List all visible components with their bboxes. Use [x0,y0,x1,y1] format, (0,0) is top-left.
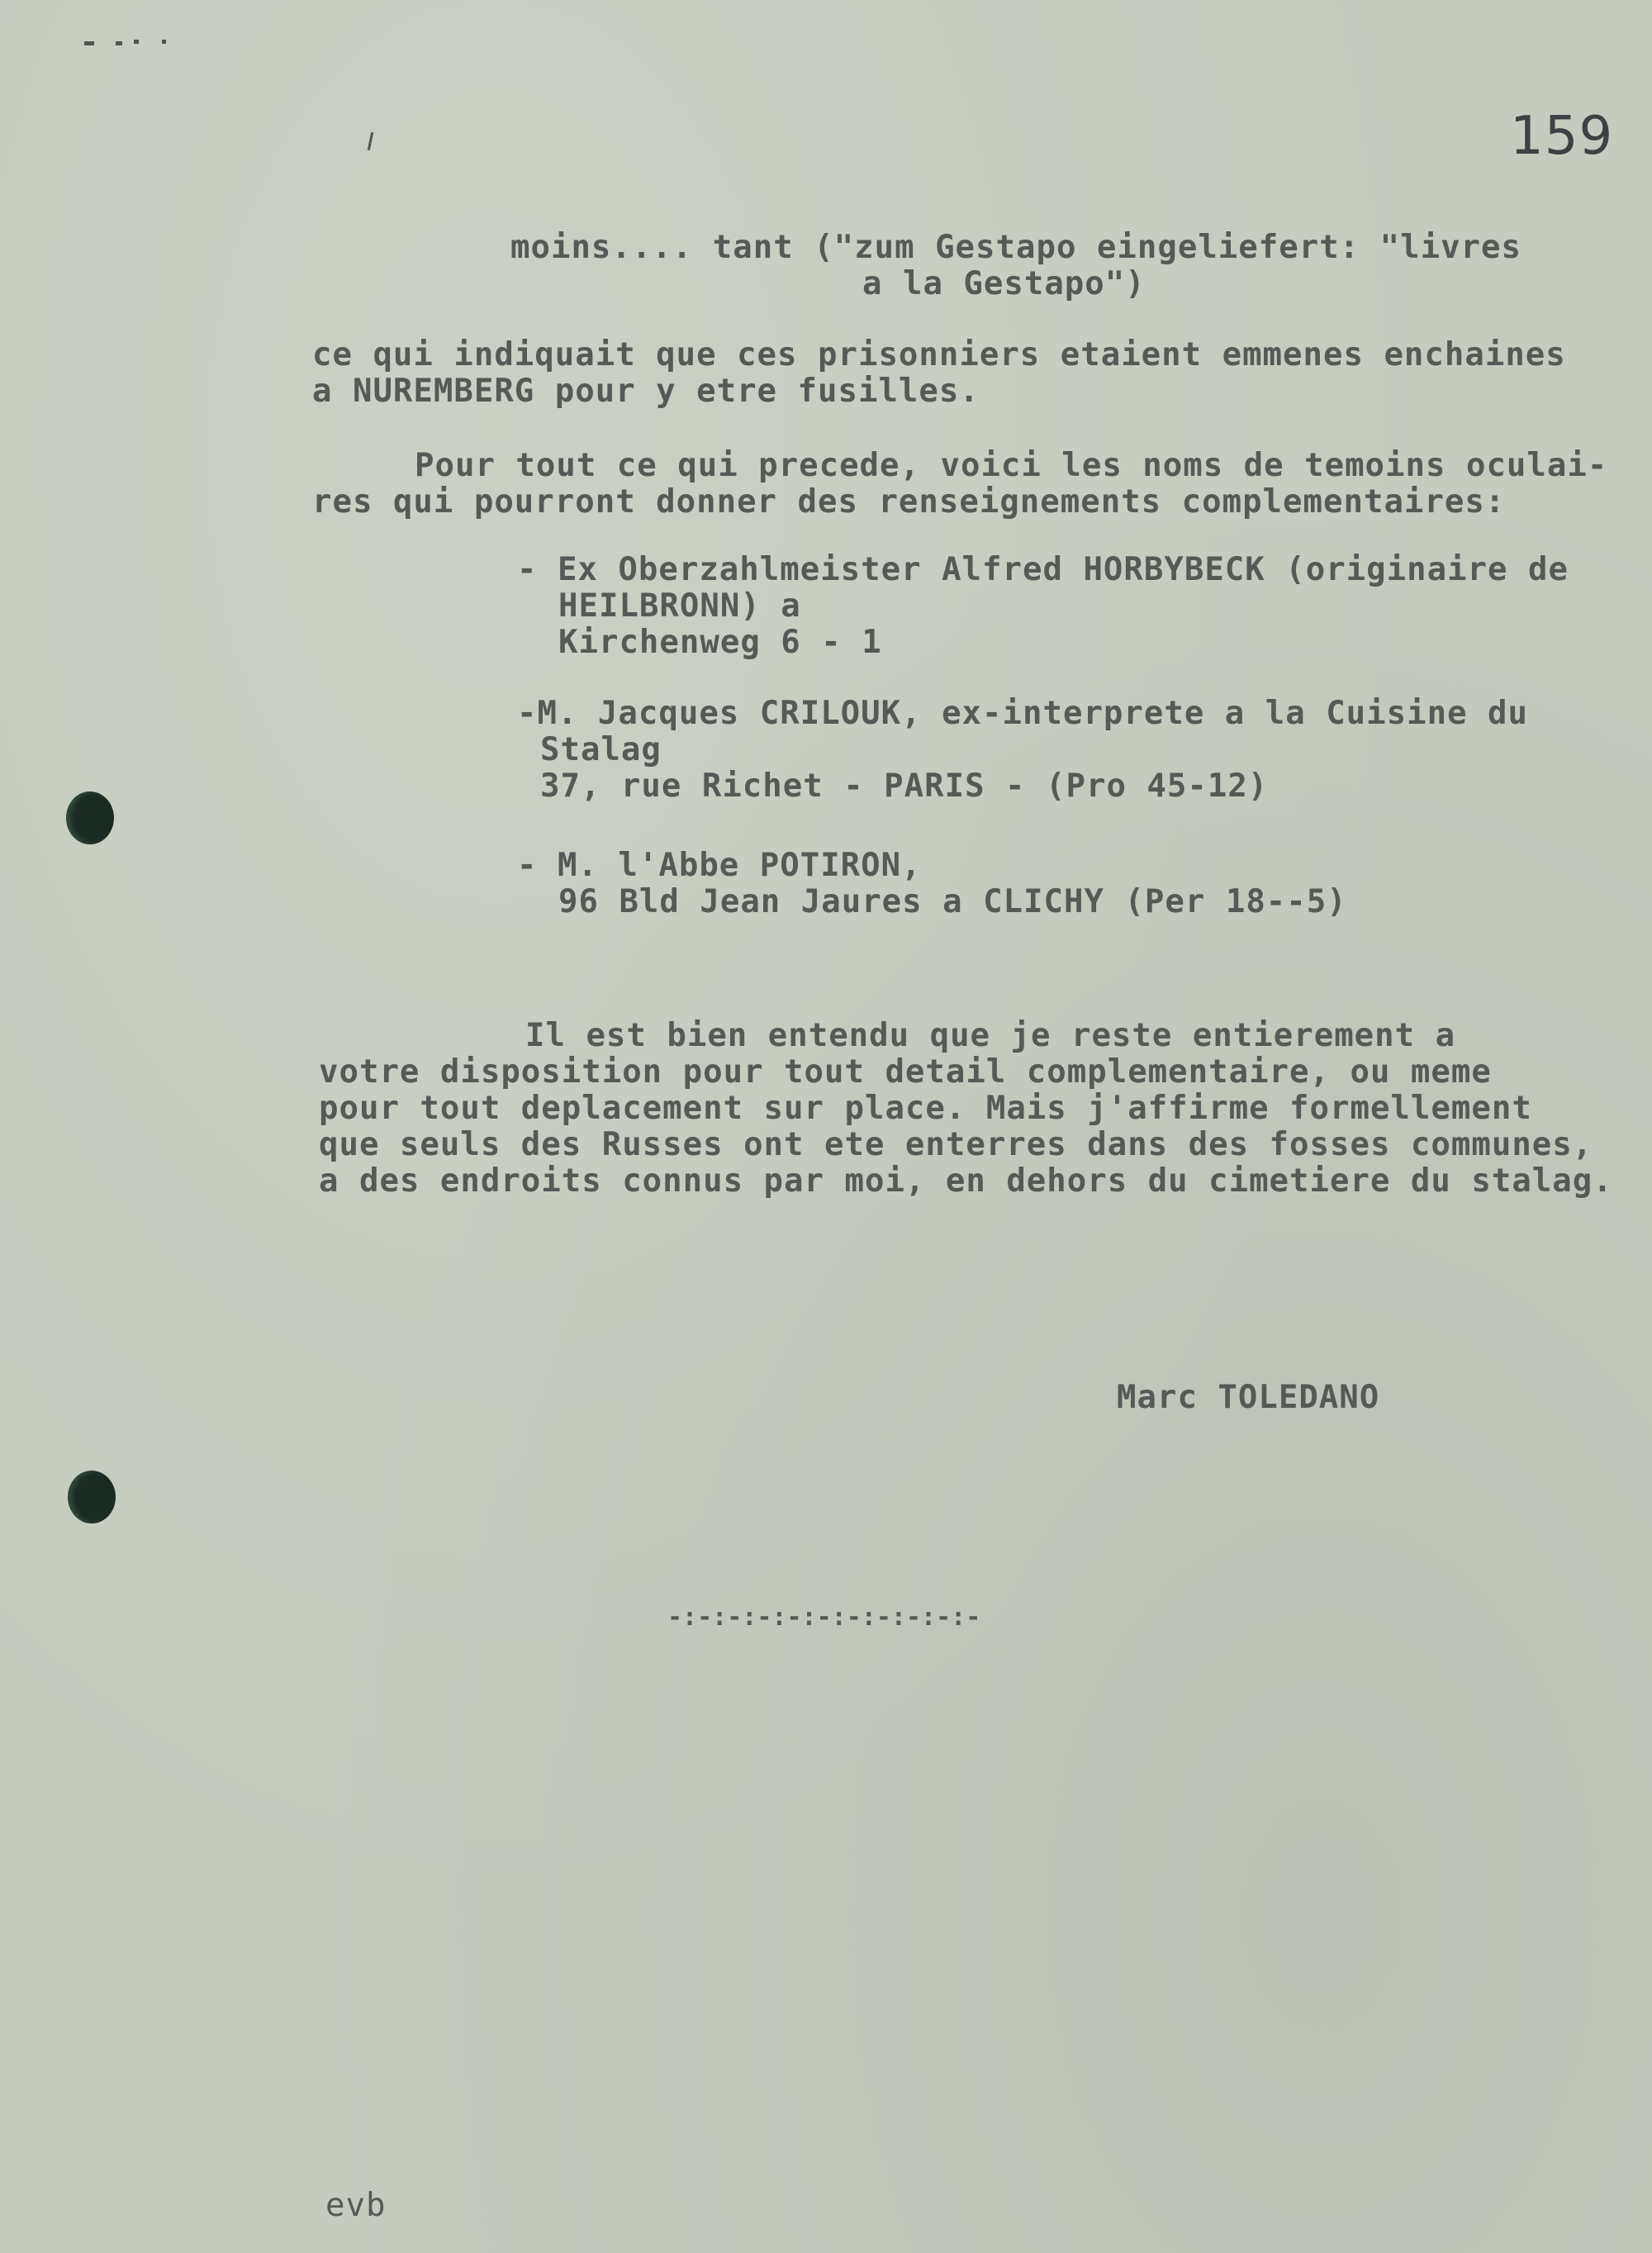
text-line: res qui pourront donner des renseignements complementaires: [312,483,1506,520]
typist-initials: evb [325,2187,387,2224]
text-line: pour tout deplacement sur place. Mais j'affirme formellement [319,1090,1532,1127]
text-line: moins.... tant ("zum Gestapo eingeliefert: "livres [510,229,1521,266]
witness-line: HEILBRONN) a [558,587,801,625]
corner-mark [134,40,139,44]
text-line: a la Gestapo") [862,265,1146,302]
witness-line: Stalag [540,731,662,768]
punch-hole [66,791,114,844]
signature: Marc TOLEDANO [1117,1379,1380,1416]
witness-line: Kirchenweg 6 - 1 [558,624,882,661]
text-line: a NUREMBERG pour y etre fusilles. [312,373,980,410]
text-line: ce qui indiquait que ces prisonniers etaient emmenes enchaines [312,336,1566,373]
witness-line: - M. l'Abbe POTIRON, [517,847,922,884]
text-line: a des endroits connus par moi, en dehors du cimetiere du stalag. [319,1162,1613,1200]
punch-hole [68,1471,116,1523]
page-number: 159 [1510,106,1614,167]
text-line: votre disposition pour tout detail complementaire, ou meme [319,1053,1492,1091]
witness-line: 37, rue Richet - PARIS - (Pro 45-12) [540,768,1269,805]
corner-mark [84,41,94,45]
pencil-tick [368,132,374,150]
witness-line: 96 Bld Jean Jaures a CLICHY (Per 18--5) [558,883,1347,920]
text-line: Pour tout ce qui precede, voici les noms de temoins oculai- [415,447,1608,484]
text-line: que seuls des Russes ont ete enterres dans des fosses communes, [319,1126,1593,1163]
corner-mark [162,40,166,44]
corner-mark [116,41,122,45]
witness-line: - Ex Oberzahlmeister Alfred HORBYBECK (originaire de [517,551,1569,588]
witness-line: -M. Jacques CRILOUK, ex-interprete a la Cuisine du [517,695,1528,732]
text-line: Il est bien entendu que je reste entierement a [525,1017,1456,1054]
separator: -:-:-:-:-:-:-:-:-:-:- [667,1603,981,1632]
